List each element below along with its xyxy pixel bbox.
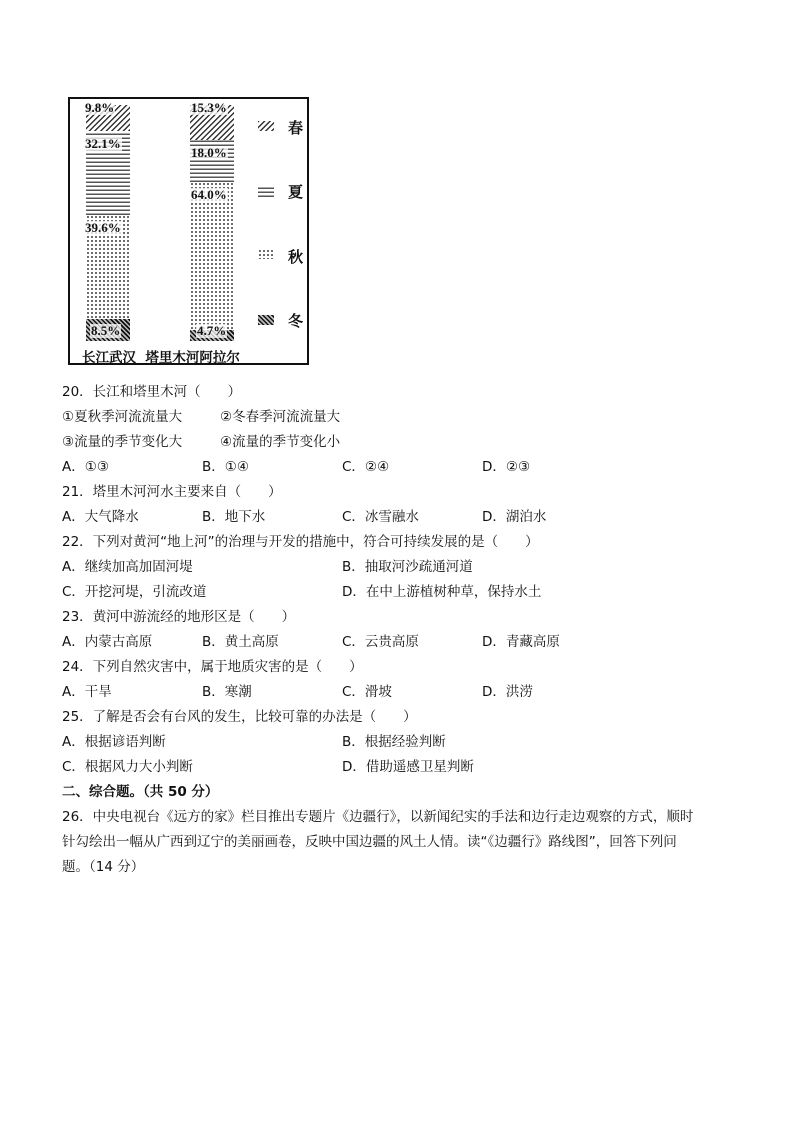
q24-stem: 24．下列自然灾害中，属于地质灾害的是（ ） xyxy=(62,659,363,675)
q22-option-b: B．抽取河沙疏通河道 xyxy=(342,559,473,575)
q22-option-c: C．开挖河堤，引流改道 xyxy=(62,584,207,600)
q21-option-b: B．地下水 xyxy=(202,509,266,525)
q24-option-b: B．寒潮 xyxy=(202,684,252,700)
q22-option-d: D．在中上游植树种草，保持水土 xyxy=(342,584,542,600)
q25-option-a: A．根据谚语判断 xyxy=(62,734,166,750)
q20-option-b: B．①④ xyxy=(202,459,249,475)
q25-option-c: C．根据风力大小判断 xyxy=(62,759,193,775)
q24-option-d: D．洪涝 xyxy=(482,684,533,700)
legend-summer: 夏 xyxy=(288,183,304,201)
summer-icon xyxy=(258,187,274,197)
q26-line-2: 针勾绘出一幅从广西到辽宁的美丽画卷，反映中国边疆的风土人情。读“《边疆行》路线图”，回答下列问 xyxy=(62,834,677,850)
q23-option-b: B．黄土高原 xyxy=(202,634,279,650)
q21-option-a: A．大气降水 xyxy=(62,509,139,525)
q23-option-c: C．云贵高原 xyxy=(342,634,419,650)
q20-option-c: C．②④ xyxy=(342,459,390,475)
bar-1 xyxy=(190,105,234,341)
data-label-1-1: 18.0% xyxy=(191,145,227,161)
caption-wuhan: 长江武汉 xyxy=(82,350,136,366)
data-label-1-2: 64.0% xyxy=(191,187,227,203)
legend-autumn: 秋 xyxy=(288,248,304,266)
data-label-1-3: 4.7% xyxy=(197,323,227,338)
q23-option-a: A．内蒙古高原 xyxy=(62,634,153,650)
q20-statement-4: ④流量的季节变化小 xyxy=(220,434,341,450)
q22-option-a: A．继续加高加固河堤 xyxy=(62,559,193,575)
q25-stem: 25．了解是否会有台风的发生，比较可靠的办法是（ ） xyxy=(62,709,417,725)
q26-line-1: 26．中央电视台《远方的家》栏目推出专题片《边疆行》，以新闻纪实的手法和边行走边观察的方式，顺时 xyxy=(62,809,694,825)
q20-statement-3: ③流量的季节变化大 xyxy=(62,434,183,450)
q25-option-d: D．借助遥感卫星判断 xyxy=(342,759,474,775)
q25-option-b: B．根据经验判断 xyxy=(342,734,446,750)
data-label-0-1: 32.1% xyxy=(85,135,121,151)
q20-statement-2: ②冬春季河流流量大 xyxy=(220,409,341,425)
caption-alaer: 塔里木河阿拉尔 xyxy=(145,350,240,366)
bar-segment-1-2 xyxy=(190,182,234,330)
data-label-1-0: 15.3% xyxy=(191,100,227,115)
section-2-title: 二、综合题。（共 50 分） xyxy=(62,784,219,800)
q24-option-a: A．干旱 xyxy=(62,684,112,700)
data-label-0-3: 8.5% xyxy=(91,323,121,338)
q22-stem: 22．下列对黄河“地上河”的治理与开发的措施中，符合可持续发展的是（ ） xyxy=(62,534,539,550)
q21-option-d: D．湖泊水 xyxy=(482,509,547,525)
winter-icon xyxy=(258,315,274,325)
q21-stem: 21．塔里木河河水主要来自（ ） xyxy=(62,484,282,500)
legend-winter: 冬 xyxy=(288,312,304,330)
autumn-icon xyxy=(258,249,274,259)
q24-option-c: C．滑坡 xyxy=(342,684,392,700)
q26-line-3: 题。（14 分） xyxy=(62,859,145,875)
q20-option-a: A．①③ xyxy=(62,459,109,475)
data-label-0-0: 9.8% xyxy=(85,100,115,115)
data-label-0-2: 39.6% xyxy=(85,219,121,235)
q23-option-d: D．青藏高原 xyxy=(482,634,560,650)
q20-stem: 20．长江和塔里木河（ ） xyxy=(62,384,242,400)
seasonal-flow-chart xyxy=(68,97,309,365)
figure-caption xyxy=(82,346,240,366)
legend-spring: 春 xyxy=(288,119,304,137)
q23-stem: 23．黄河中游流经的地形区是（ ） xyxy=(62,609,296,625)
q21-option-c: C．冰雪融水 xyxy=(342,509,419,525)
spring-icon xyxy=(258,121,274,131)
q20-option-d: D．②③ xyxy=(482,459,531,475)
q20-statement-1: ①夏秋季河流流量大 xyxy=(62,409,183,425)
